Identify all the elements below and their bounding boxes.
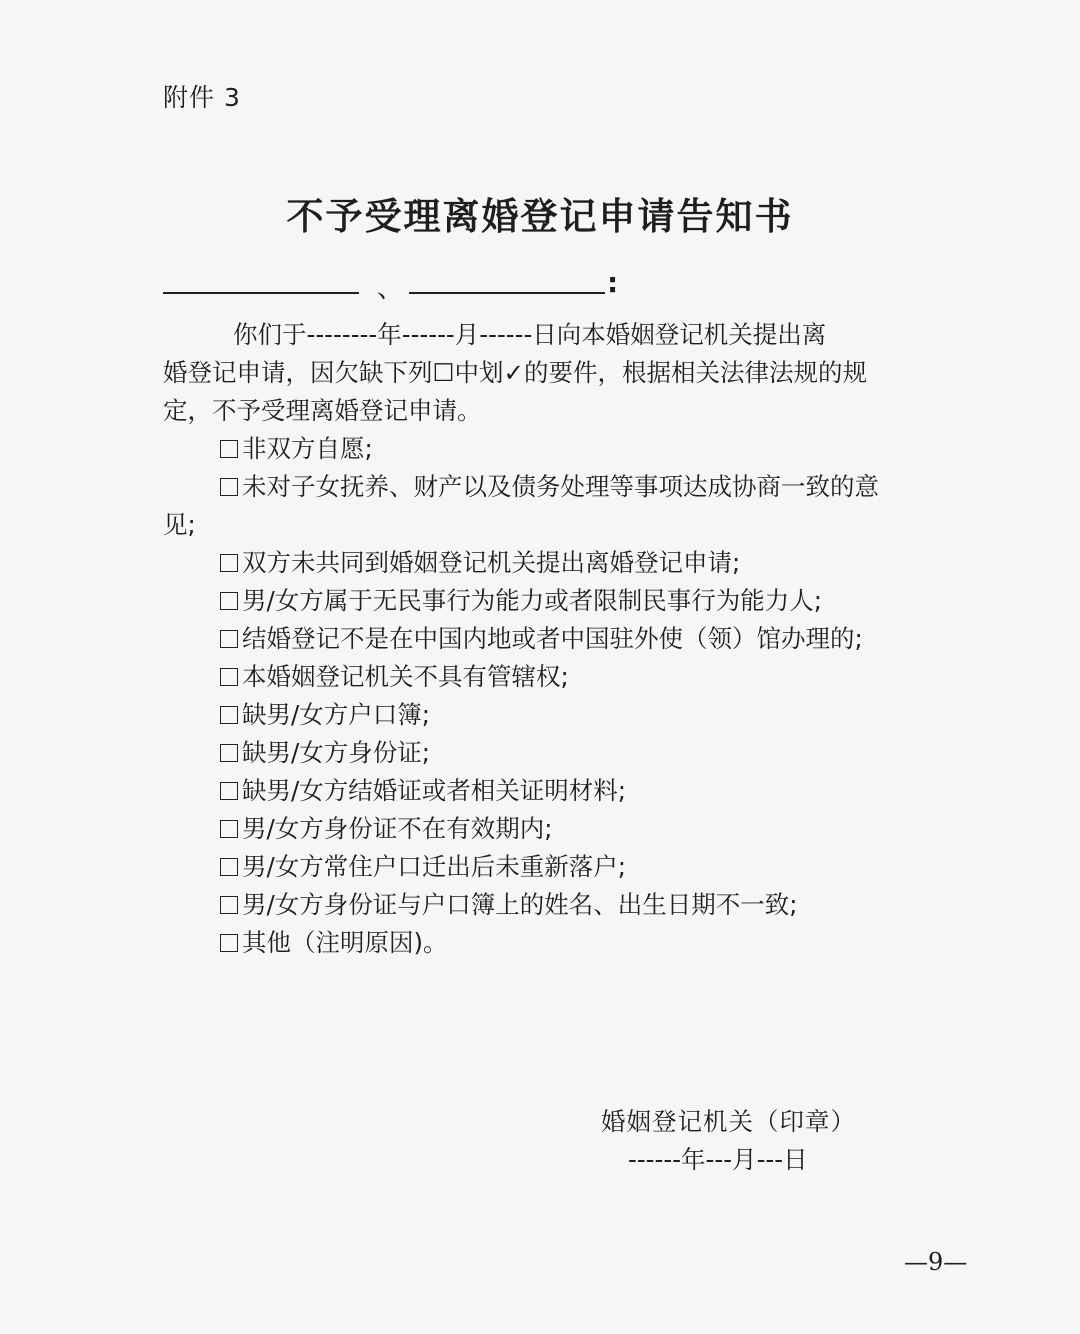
intro-line-2: 婚登记申请，因欠缺下列☐中划✓的要件，根据相关法律法规的规 [163,358,867,387]
checklist-item-text: 缺男/女方结婚证或者相关证明材料; [242,776,627,805]
date-line: ------年---月---日 [628,1145,808,1174]
page-number: —9— [904,1248,968,1276]
addressee-blank-1[interactable] [163,292,359,294]
checklist-item-text: 缺男/女方身份证; [242,738,431,767]
checklist-item [163,810,963,848]
checklist-item-text: 男/女方属于无民事行为能力或者限制民事行为能力人; [242,586,823,615]
checklist-item-text: 双方未共同到婚姻登记机关提出离婚登记申请; [242,548,741,577]
checkbox[interactable] [220,630,238,648]
checkbox[interactable] [220,934,238,952]
checklist-item-line [163,810,963,848]
document-title: 不予受理离婚登记申请告知书 [286,194,794,238]
checklist-item-line [163,734,963,772]
checklist-item [163,430,963,468]
checklist-item-line [163,544,963,582]
checklist-item-line [163,924,963,962]
checklist [163,430,963,962]
addressee-blank-2[interactable] [409,292,605,294]
checklist-item-line [163,848,963,886]
checkbox[interactable] [220,592,238,610]
checklist-item-text: 见; [163,510,196,539]
checklist-item [163,696,963,734]
addressee-separator: 、 [377,274,404,304]
intro-paragraph [163,316,963,430]
checkbox[interactable] [220,478,238,496]
checkbox[interactable] [220,858,238,876]
addressee-colon: : [607,266,619,299]
checkbox[interactable] [220,744,238,762]
checklist-item-text: 男/女方身份证与户口簿上的姓名、出生日期不一致; [242,890,798,919]
checkbox[interactable] [220,820,238,838]
checklist-item-text: 未对子女抚养、财产以及债务处理等事项达成协商一致的意 [242,472,879,501]
checkbox[interactable] [220,896,238,914]
checklist-item [163,658,963,696]
checklist-item-text: 男/女方身份证不在有效期内; [242,814,553,843]
intro-line-3: 定，不予受理离婚登记申请。 [163,396,482,425]
checklist-item-line [163,696,963,734]
checklist-item-line [163,506,963,544]
checklist-item [163,772,963,810]
checklist-item [163,848,963,886]
checklist-item-line [163,468,963,506]
intro-line-1: 你们于--------年------月------日向本婚姻登记机关提出离 [233,320,827,349]
checklist-item-text: 男/女方常住户口迁出后未重新落户; [242,852,627,881]
checklist-item [163,544,963,582]
checklist-item [163,886,963,924]
checkbox[interactable] [220,554,238,572]
checklist-item [163,468,963,544]
checklist-item [163,734,963,772]
checklist-item-line [163,430,963,468]
checklist-item [163,582,963,620]
signature-line: 婚姻登记机关（印章） [601,1107,856,1136]
checklist-item-text: 缺男/女方户口簿; [242,700,431,729]
attachment-label: 附件 3 [163,83,241,112]
checklist-item [163,620,963,658]
checklist-item-line [163,772,963,810]
checklist-item-line [163,658,963,696]
checkbox[interactable] [220,668,238,686]
checklist-item [163,924,963,962]
checklist-item-text: 本婚姻登记机关不具有管辖权; [242,662,569,691]
checkbox[interactable] [220,440,238,458]
checklist-item-text: 结婚登记不是在中国内地或者中国驻外使（领）馆办理的; [242,624,863,653]
checklist-item-line [163,620,963,658]
checklist-item-line [163,886,963,924]
addressee-blanks [163,266,633,304]
checklist-item-text: 其他（注明原因)。 [242,928,448,957]
checkbox[interactable] [220,782,238,800]
checkbox[interactable] [220,706,238,724]
checklist-item-line [163,582,963,620]
checklist-item-text: 非双方自愿; [242,434,373,463]
